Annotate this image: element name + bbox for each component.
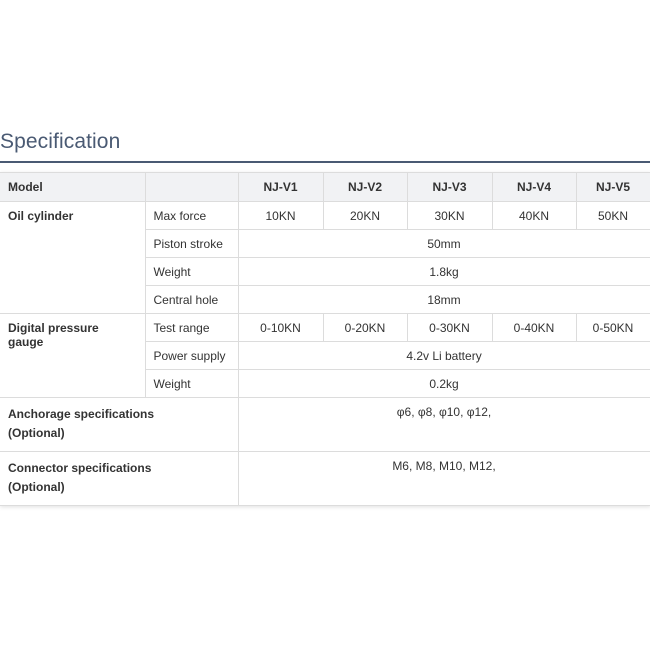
row-label-piston-stroke: Piston stroke	[145, 230, 238, 258]
test-range-4: 0-40KN	[492, 314, 576, 342]
piston-stroke-value: 50mm	[238, 230, 650, 258]
table-row	[0, 202, 650, 230]
power-supply-value: 4.2v Li battery	[238, 342, 650, 370]
table-row	[0, 314, 650, 342]
row-label-max-force: Max force	[145, 202, 238, 230]
row-label-central-hole: Central hole	[145, 286, 238, 314]
max-force-2: 20KN	[323, 202, 407, 230]
max-force-1: 10KN	[238, 202, 323, 230]
table-row	[0, 398, 650, 452]
table-header-row	[0, 173, 650, 202]
row-label-power-supply: Power supply	[145, 342, 238, 370]
row-label-test-range: Test range	[145, 314, 238, 342]
max-force-4: 40KN	[492, 202, 576, 230]
row-label-cylinder-weight: Weight	[145, 258, 238, 286]
page-title: Specification	[0, 130, 121, 153]
gauge-weight-value: 0.2kg	[238, 370, 650, 398]
cylinder-weight-value: 1.8kg	[238, 258, 650, 286]
anchorage-label-line1: Anchorage specifications	[8, 407, 155, 421]
max-force-3: 30KN	[407, 202, 492, 230]
max-force-5: 50KN	[576, 202, 650, 230]
header-model-1: NJ-V1	[238, 173, 323, 202]
header-model-3: NJ-V3	[407, 173, 492, 202]
group-connector	[0, 452, 238, 506]
row-label-gauge-weight: Weight	[145, 370, 238, 398]
header-model-4: NJ-V4	[492, 173, 576, 202]
table-row	[0, 452, 650, 506]
connector-label-line2: (Optional)	[8, 480, 65, 494]
specification-table	[0, 172, 650, 506]
group-pressure-gauge: Digital pressure gauge	[0, 314, 145, 398]
test-range-3: 0-30KN	[407, 314, 492, 342]
test-range-2: 0-20KN	[323, 314, 407, 342]
test-range-5: 0-50KN	[576, 314, 650, 342]
group-oil-cylinder: Oil cylinder	[0, 202, 145, 314]
title-divider	[0, 161, 650, 163]
header-empty	[145, 173, 238, 202]
central-hole-value: 18mm	[238, 286, 650, 314]
test-range-1: 0-10KN	[238, 314, 323, 342]
header-model: Model	[0, 173, 145, 202]
connector-value: M6, M8, M10, M12,	[238, 452, 650, 506]
header-model-2: NJ-V2	[323, 173, 407, 202]
group-anchorage	[0, 398, 238, 452]
anchorage-value: φ6, φ8, φ10, φ12,	[238, 398, 650, 452]
header-model-5: NJ-V5	[576, 173, 650, 202]
anchorage-label-line2: (Optional)	[8, 426, 65, 440]
connector-label-line1: Connector specifications	[8, 461, 152, 475]
